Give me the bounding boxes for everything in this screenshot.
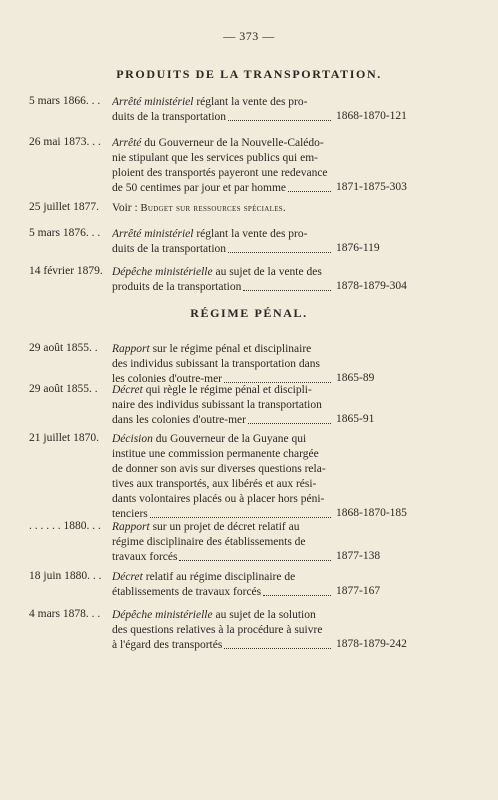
entry-line: régime disciplinaire des établissements de: [112, 536, 306, 548]
entry-line: des individus subissant la transportation dans: [112, 358, 320, 370]
entry-line: réglant la vente des pro-: [196, 96, 308, 108]
entry-lead: Dépêche ministérielle: [112, 266, 213, 278]
entry-line: ploient des transportés payeront une redevance: [112, 167, 328, 179]
entry-lead: Rapport: [112, 343, 150, 355]
entry-last-line: Budget sur ressources spéciales.: [140, 203, 286, 214]
entry-lead: Rapport: [112, 521, 150, 533]
entry-line: qui règle le régime pénal et discipli-: [145, 384, 312, 396]
entry-lead: Arrêté ministériel: [112, 228, 194, 240]
entry-date: . . . . . . 1880. . .: [29, 520, 101, 532]
entry-line: réglant la vente des pro-: [196, 228, 308, 240]
entry-last-line: dans les colonies d'outre-mer: [112, 414, 246, 426]
entry-line: au sujet de la vente des: [215, 266, 322, 278]
dot-leader: [228, 110, 331, 121]
entry-text: [112, 383, 332, 428]
entry-text: [112, 265, 332, 295]
entry-date: 25 juillet 1877.: [29, 201, 99, 213]
entry-last-line: tenciers: [112, 508, 148, 520]
entry-text: [112, 342, 332, 387]
entry-lead: Arrêté: [112, 137, 142, 149]
entry-text: [112, 201, 352, 216]
entry-line: sur un projet de décret relatif au: [152, 521, 300, 533]
entry-date: 4 mars 1878. . .: [29, 608, 101, 620]
entry-text: [112, 432, 332, 522]
entry-text: [112, 570, 332, 600]
page-number: — 373 —: [223, 29, 275, 43]
entry-lead: Arrêté ministériel: [112, 96, 194, 108]
dot-leader: [288, 181, 331, 192]
entry-line: du Gouverneur de la Nouvelle-Calédo-: [144, 137, 324, 149]
entry-date: 29 août 1855. .: [29, 342, 98, 354]
entry-line: nie stipulant que les services publics qui em-: [112, 152, 318, 164]
entry-line: sur le régime pénal et disciplinaire: [152, 343, 312, 355]
entry-date: 14 février 1879.: [29, 265, 103, 277]
entry-line: institue une commission permanente chargée: [112, 448, 319, 460]
entry-text: [112, 227, 332, 257]
entry-line: relatif au régime disciplinaire de: [145, 571, 296, 583]
dot-leader: [224, 638, 331, 649]
entry-reference: 1868-1870-121: [336, 110, 407, 122]
entry-last-line: duits de la transportation: [112, 111, 227, 123]
entry-text: [112, 520, 332, 565]
entry-line: au sujet de la solution: [215, 609, 316, 621]
entry-last-line: établissements de travaux forcés: [112, 586, 262, 598]
entry-lead: Décret: [112, 384, 143, 396]
entry-date: 29 août 1855. .: [29, 383, 98, 395]
entry-last-line: les colonies d'outre-mer: [112, 373, 223, 385]
entry-lead: Décision: [112, 433, 153, 445]
entry-text: [112, 608, 332, 653]
entry-reference: 1868-1870-185: [336, 507, 407, 519]
section-title-regime-penal: RÉGIME PÉNAL.: [190, 306, 308, 320]
entry-line: tives aux transportés, aux libérés et aux rési-: [112, 478, 317, 490]
entry-last-line: produits de la transportation: [112, 281, 242, 293]
entry-last-line: à l'égard des transportés: [112, 639, 223, 651]
entry-date: 5 mars 1866. . .: [29, 95, 101, 107]
entry-reference: 1865-91: [336, 413, 375, 425]
dot-leader: [228, 242, 331, 253]
entry-lead: Décret: [112, 571, 143, 583]
entry-reference: 1878-1879-304: [336, 280, 407, 292]
entry-reference: 1877-167: [336, 585, 381, 597]
entry-reference: 1871-1875-303: [336, 181, 407, 193]
entry-line: des questions relatives à la procédure à suivre: [112, 624, 323, 636]
dot-leader: [243, 280, 331, 291]
entry-last-line: duits de la transportation: [112, 243, 227, 255]
entry-lead: Dépêche ministérielle: [112, 609, 213, 621]
section-title-produits: PRODUITS DE LA TRANSPORTATION.: [116, 67, 382, 81]
entry-reference: 1877-138: [336, 550, 381, 562]
entry-reference: 1878-1879-242: [336, 638, 407, 650]
entry-date: 18 juin 1880. . .: [29, 570, 102, 582]
entry-line: dants volontaires placés ou à placer hors péni-: [112, 493, 325, 505]
entry-line: du Gouverneur de la Guyane qui: [155, 433, 307, 445]
entry-last-line: de 50 centimes par jour et par homme: [112, 182, 287, 194]
entry-date: 5 mars 1876. . .: [29, 227, 101, 239]
dot-leader: [263, 585, 331, 596]
entry-text: [112, 95, 332, 125]
entry-lead: Voir :: [112, 202, 138, 214]
entry-reference: 1876-119: [336, 242, 380, 254]
entry-line: naire des individus subissant la transportation: [112, 399, 322, 411]
entry-reference: 1865-89: [336, 372, 375, 384]
dot-leader: [150, 507, 331, 518]
entry-line: de donner son avis sur diverses questions rela-: [112, 463, 326, 475]
dot-leader: [179, 550, 331, 561]
entry-text: [112, 136, 332, 196]
entry-date: 26 mai 1873. . .: [29, 136, 101, 148]
dot-leader: [248, 413, 331, 424]
dot-leader: [224, 372, 331, 383]
entry-date: 21 juillet 1870.: [29, 432, 99, 444]
entry-last-line: travaux forcés: [112, 551, 178, 563]
